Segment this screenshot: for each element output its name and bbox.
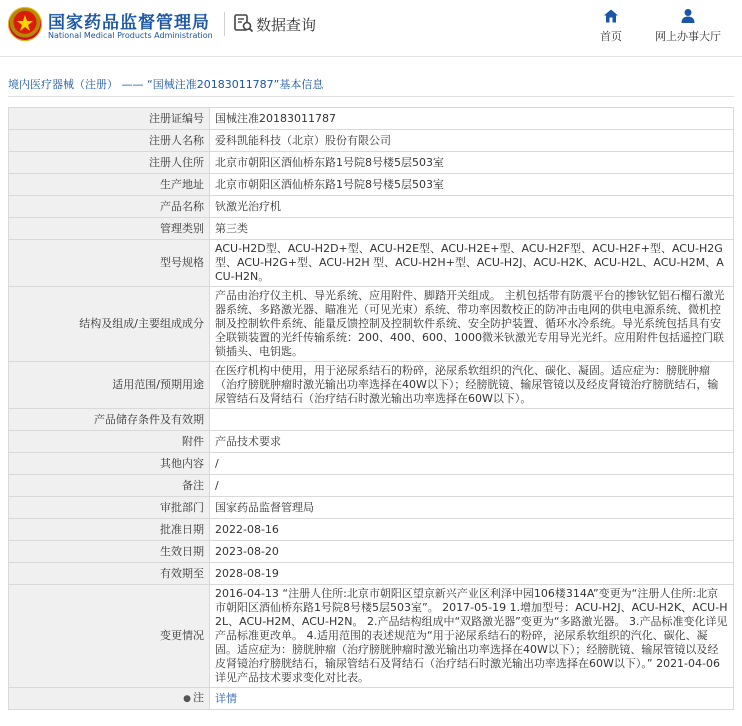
field-label: 注册人住所 — [9, 152, 210, 174]
field-value: ACU-H2D型、ACU-H2D+型、ACU-H2E型、ACU-H2E+型、ACU-H2F型、ACU-H2F+型、ACU-H2G型、ACU-H2G+型、ACU-H2H 型、ACU-H2H+型、ACU-H2J、ACU-H2K、ACU-H2L、ACU-H2M、ACU-H2N。 — [210, 240, 734, 287]
nav-online-service-hall-label: 网上办事大厅 — [655, 30, 721, 43]
table-row — [9, 431, 734, 453]
breadcrumb-separator: —— — [121, 78, 144, 91]
bulb-icon: ● — [183, 694, 191, 704]
table-row — [9, 108, 734, 130]
details-link[interactable]: 详情 — [215, 691, 237, 705]
table-row — [9, 287, 734, 362]
table-row — [9, 519, 734, 541]
field-label: 生效日期 — [9, 541, 210, 563]
table-row — [9, 453, 734, 475]
field-label: 审批部门 — [9, 497, 210, 519]
nav-home-label: 首页 — [600, 30, 622, 43]
national-emblem-logo — [8, 7, 42, 41]
field-label: 管理类别 — [9, 218, 210, 240]
field-value: 北京市朝阳区酒仙桥东路1号院8号楼5层503室 — [210, 174, 734, 196]
field-label: 型号规格 — [9, 240, 210, 287]
table-row — [9, 585, 734, 688]
field-value — [210, 409, 734, 431]
field-value: 产品技术要求 — [210, 431, 734, 453]
table-row — [9, 541, 734, 563]
table-row — [9, 475, 734, 497]
table-row — [9, 563, 734, 585]
field-value: 2028-08-19 — [210, 563, 734, 585]
field-label: 生产地址 — [9, 174, 210, 196]
site-header — [0, 0, 742, 57]
field-label: 附件 — [9, 431, 210, 453]
table-row — [9, 174, 734, 196]
header-divider — [224, 12, 225, 36]
field-label: 变更情况 — [9, 585, 210, 688]
note-label-cell — [9, 688, 210, 710]
field-label: 备注 — [9, 475, 210, 497]
field-value: 第三类 — [210, 218, 734, 240]
table-row — [9, 152, 734, 174]
note-label: 注 — [193, 691, 204, 704]
field-value: 国械注准20183011787 — [210, 108, 734, 130]
section-title: 数据查询 — [256, 16, 317, 34]
field-label: 批准日期 — [9, 519, 210, 541]
field-value: 爱科凯能科技（北京）股份有限公司 — [210, 130, 734, 152]
table-row — [9, 218, 734, 240]
field-value: 产品由治疗仪主机、导光系统、应用附件、脚踏开关组成。 主机包括带有防震平台的掺钬钇铝石榴石激光器系统、多路激光器、瞄准光（可见光束）系统、带功率因数校正的防冲击电网的供电电源系统、微机控制及控制软件系统、能量反馈控制及控制软件系统、安全防护装置、循环水冷系统。导光系统包括具有安全联锁装置的光纤传输系统：200、400、600、1000微米钬激光专用导光光纤。应用附件包括遥控门联锁插头、电钥匙。 — [210, 287, 734, 362]
field-label: 结构及组成/主要组成成分 — [9, 287, 210, 362]
table-row-note — [9, 688, 734, 710]
table-row — [9, 409, 734, 431]
table-row — [9, 196, 734, 218]
field-label: 产品名称 — [9, 196, 210, 218]
field-value: 在医疗机构中使用，用于泌尿系结石的粉碎，泌尿系软组织的汽化、碳化、凝固。适应症为：膀胱肿瘤（治疗膀胱肿瘤时激光输出功率选择在40W以下）；经膀胱镜、输尿管镜以及经皮肾镜治疗膀胱结石，输尿管结石及肾结石（治疗结石时激光输出功率选择在60W以下）。 — [210, 362, 734, 409]
site-name-cn[interactable]: 国家药品监督管理局 — [48, 13, 210, 33]
field-label: 注册人名称 — [9, 130, 210, 152]
divider — [8, 96, 734, 97]
breadcrumb-title: “国械注准20183011787”基本信息 — [147, 78, 324, 91]
home-icon — [603, 8, 619, 24]
field-value: / — [210, 453, 734, 475]
field-value: 2022-08-16 — [210, 519, 734, 541]
breadcrumb-category[interactable]: 境内医疗器械（注册） — [8, 78, 118, 91]
field-value: 北京市朝阳区酒仙桥东路1号院8号楼5层503室 — [210, 152, 734, 174]
breadcrumb — [8, 76, 323, 92]
field-label: 其他内容 — [9, 453, 210, 475]
nav-online-service-hall[interactable] — [650, 8, 726, 44]
field-value: 2016-04-13 “注册人住所:北京市朝阳区望京新兴产业区利泽中园106楼314A”变更为“注册人住所:北京市朝阳区酒仙桥东路1号院8号楼5层503室”。 2017-05-19 1.增加型号：ACU-H2J、ACU-H2K、ACU-H2L、ACU-H2M、ACU-H2N。 2.产品结构组成中“双路激光器”变更为“多路激光器。 3.产品标准变化详见产品标准更改单。 4.适用范围的表述规范为“用于泌尿系结石的粉碎，泌尿系软组织的汽化、碳化、凝固。适应症为：膀胱肿瘤（治疗膀胱肿瘤时激光输出功率选择在40W以下）；经膀胱镜、输尿管镜以及经皮肾镜治疗膀胱结石，输尿管结石及肾结石（治疗结石时激光输出功率选择在60W以下）。” 2021-04-06 详见产品技术要求变化对比表。 — [210, 585, 734, 688]
table-row — [9, 362, 734, 409]
field-value: / — [210, 475, 734, 497]
data-query-icon — [234, 13, 254, 33]
table-row — [9, 497, 734, 519]
user-icon — [680, 8, 696, 24]
field-label: 有效期至 — [9, 563, 210, 585]
record-detail-table — [8, 107, 734, 710]
nav-home[interactable] — [596, 8, 626, 44]
field-label: 注册证编号 — [9, 108, 210, 130]
site-name-en: National Medical Products Administration — [48, 31, 213, 40]
field-value: 钬激光治疗机 — [210, 196, 734, 218]
field-value: 国家药品监督管理局 — [210, 497, 734, 519]
field-value: 2023-08-20 — [210, 541, 734, 563]
table-row — [9, 130, 734, 152]
field-label: 产品储存条件及有效期 — [9, 409, 210, 431]
table-row — [9, 240, 734, 287]
field-label: 适用范围/预期用途 — [9, 362, 210, 409]
note-value-cell — [210, 688, 734, 710]
